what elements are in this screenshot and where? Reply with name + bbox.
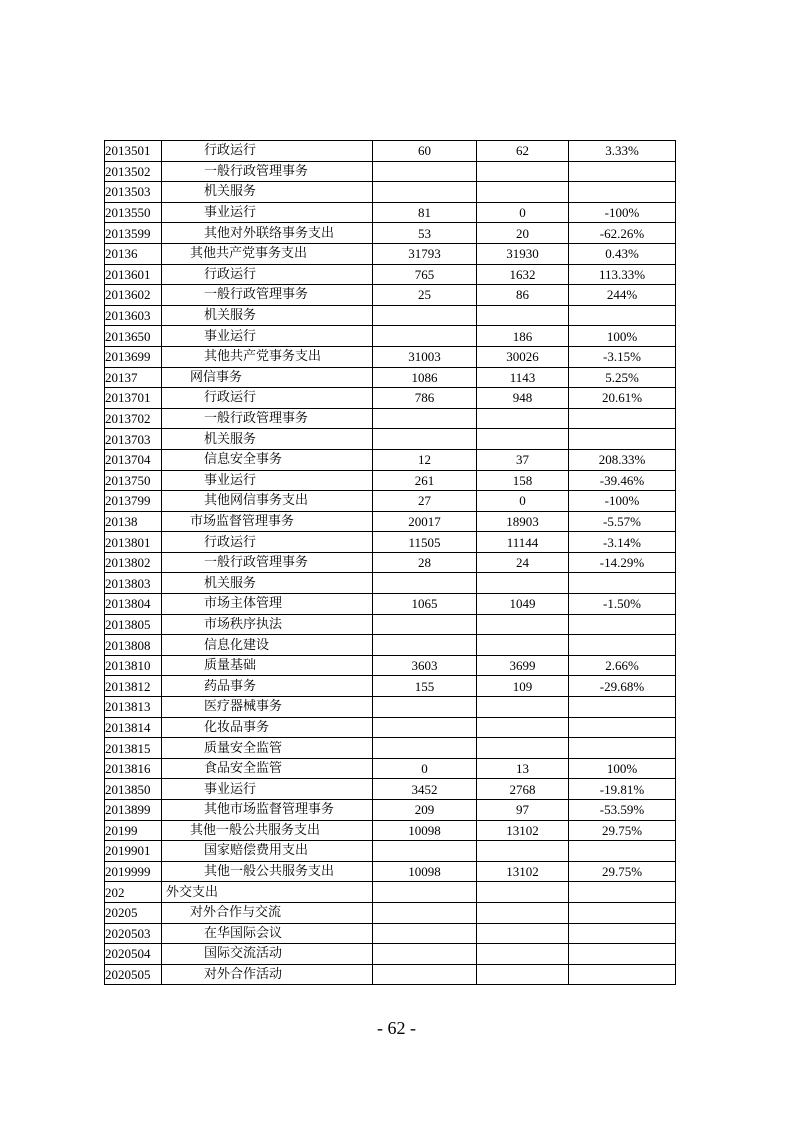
row-name: 国际交流活动 (162, 944, 373, 965)
row-code: 2013601 (105, 264, 162, 285)
row-value-prior: 31003 (373, 346, 477, 367)
row-value-current (477, 614, 569, 635)
table-row (105, 182, 676, 203)
table-row (105, 408, 676, 429)
row-code: 2019999 (105, 861, 162, 882)
table-row (105, 944, 676, 965)
row-value-current: 86 (477, 285, 569, 306)
row-change-percent: -5.57% (569, 511, 676, 532)
table-row (105, 285, 676, 306)
row-value-prior (373, 964, 477, 985)
row-code: 2013502 (105, 161, 162, 182)
row-value-current: 13102 (477, 861, 569, 882)
row-name: 质量基础 (162, 655, 373, 676)
row-name: 其他对外联络事务支出 (162, 223, 373, 244)
row-name: 信息化建设 (162, 635, 373, 656)
table-row (105, 573, 676, 594)
row-value-current (477, 944, 569, 965)
row-code: 2013805 (105, 614, 162, 635)
row-code: 2013503 (105, 182, 162, 203)
row-value-current: 158 (477, 470, 569, 491)
row-name: 行政运行 (162, 141, 373, 162)
row-value-current: 37 (477, 449, 569, 470)
row-name: 其他一般公共服务支出 (162, 820, 373, 841)
row-change-percent (569, 923, 676, 944)
row-code: 2020505 (105, 964, 162, 985)
row-value-current: 13 (477, 758, 569, 779)
row-name: 一般行政管理事务 (162, 161, 373, 182)
row-value-prior: 11505 (373, 532, 477, 553)
table-row (105, 902, 676, 923)
row-change-percent (569, 944, 676, 965)
row-name: 一般行政管理事务 (162, 552, 373, 573)
row-name: 市场秩序执法 (162, 614, 373, 635)
row-value-current: 24 (477, 552, 569, 573)
row-code: 2013803 (105, 573, 162, 594)
row-value-current (477, 841, 569, 862)
row-code: 2013599 (105, 223, 162, 244)
row-code: 20138 (105, 511, 162, 532)
row-code: 2013812 (105, 676, 162, 697)
row-change-percent (569, 635, 676, 656)
row-change-percent: -39.46% (569, 470, 676, 491)
row-value-prior: 28 (373, 552, 477, 573)
row-change-percent: 244% (569, 285, 676, 306)
row-value-current: 3699 (477, 655, 569, 676)
row-change-percent (569, 305, 676, 326)
row-code: 2013804 (105, 594, 162, 615)
row-name: 网信事务 (162, 367, 373, 388)
page-number: - 62 - (377, 1018, 416, 1038)
table-row (105, 326, 676, 347)
row-value-prior (373, 161, 477, 182)
row-value-prior: 81 (373, 202, 477, 223)
row-name: 市场主体管理 (162, 594, 373, 615)
row-name: 药品事务 (162, 676, 373, 697)
row-value-current (477, 635, 569, 656)
row-change-percent: -3.14% (569, 532, 676, 553)
table-row (105, 532, 676, 553)
row-name: 外交支出 (162, 882, 373, 903)
row-value-current (477, 902, 569, 923)
row-code: 2013816 (105, 758, 162, 779)
row-change-percent: -19.81% (569, 779, 676, 800)
row-code: 2013814 (105, 717, 162, 738)
row-value-prior: 27 (373, 491, 477, 512)
row-value-prior (373, 841, 477, 862)
row-value-current: 2768 (477, 779, 569, 800)
row-code: 2013550 (105, 202, 162, 223)
row-change-percent (569, 614, 676, 635)
row-code: 2013602 (105, 285, 162, 306)
row-change-percent: 0.43% (569, 243, 676, 264)
row-name: 一般行政管理事务 (162, 408, 373, 429)
row-code: 2013650 (105, 326, 162, 347)
row-name: 医疗器械事务 (162, 697, 373, 718)
row-value-prior (373, 717, 477, 738)
row-value-prior (373, 408, 477, 429)
budget-table (104, 140, 676, 985)
row-change-percent: -62.26% (569, 223, 676, 244)
table-row (105, 800, 676, 821)
row-change-percent: 29.75% (569, 861, 676, 882)
row-name: 在华国际会议 (162, 923, 373, 944)
table-row (105, 635, 676, 656)
row-code: 2013603 (105, 305, 162, 326)
row-value-current (477, 697, 569, 718)
row-name: 化妆品事务 (162, 717, 373, 738)
table-row (105, 141, 676, 162)
row-value-current (477, 573, 569, 594)
row-name: 一般行政管理事务 (162, 285, 373, 306)
table-row (105, 470, 676, 491)
row-value-current: 1143 (477, 367, 569, 388)
row-name: 事业运行 (162, 470, 373, 491)
row-change-percent (569, 964, 676, 985)
table-row (105, 429, 676, 450)
row-value-prior (373, 882, 477, 903)
row-value-prior (373, 923, 477, 944)
row-code: 2013850 (105, 779, 162, 800)
table-row (105, 491, 676, 512)
row-value-current: 13102 (477, 820, 569, 841)
row-change-percent: 20.61% (569, 388, 676, 409)
row-change-percent (569, 573, 676, 594)
table-row (105, 676, 676, 697)
row-value-current: 18903 (477, 511, 569, 532)
row-value-prior: 209 (373, 800, 477, 821)
row-code: 2013810 (105, 655, 162, 676)
table-row (105, 820, 676, 841)
row-name: 机关服务 (162, 182, 373, 203)
row-code: 2020503 (105, 923, 162, 944)
row-change-percent: 100% (569, 758, 676, 779)
row-value-prior (373, 738, 477, 759)
row-value-prior (373, 305, 477, 326)
row-value-prior: 60 (373, 141, 477, 162)
row-change-percent: -53.59% (569, 800, 676, 821)
row-value-prior (373, 635, 477, 656)
row-name: 质量安全监管 (162, 738, 373, 759)
row-value-current (477, 182, 569, 203)
row-code: 20137 (105, 367, 162, 388)
row-value-prior: 31793 (373, 243, 477, 264)
row-value-current: 31930 (477, 243, 569, 264)
row-code: 2013501 (105, 141, 162, 162)
row-name: 行政运行 (162, 388, 373, 409)
row-change-percent: 100% (569, 326, 676, 347)
row-code: 20136 (105, 243, 162, 264)
row-value-prior (373, 902, 477, 923)
row-code: 2020504 (105, 944, 162, 965)
row-name: 其他一般公共服务支出 (162, 861, 373, 882)
row-name: 对外合作活动 (162, 964, 373, 985)
row-code: 202 (105, 882, 162, 903)
row-change-percent: 113.33% (569, 264, 676, 285)
row-change-percent: -3.15% (569, 346, 676, 367)
row-value-prior (373, 614, 477, 635)
table-row (105, 717, 676, 738)
row-value-current: 1632 (477, 264, 569, 285)
row-value-current (477, 429, 569, 450)
row-code: 2013799 (105, 491, 162, 512)
row-name: 国家赔偿费用支出 (162, 841, 373, 862)
row-value-current (477, 161, 569, 182)
table-row (105, 655, 676, 676)
table-row (105, 223, 676, 244)
row-value-prior: 53 (373, 223, 477, 244)
table-row (105, 594, 676, 615)
row-value-prior (373, 182, 477, 203)
row-value-current: 1049 (477, 594, 569, 615)
row-change-percent (569, 841, 676, 862)
row-name: 其他市场监督管理事务 (162, 800, 373, 821)
table-row (105, 841, 676, 862)
row-value-prior (373, 429, 477, 450)
table-row (105, 552, 676, 573)
table-body (105, 141, 676, 985)
row-code: 2013813 (105, 697, 162, 718)
row-value-current: 20 (477, 223, 569, 244)
table-row (105, 243, 676, 264)
row-code: 2019901 (105, 841, 162, 862)
row-code: 2013808 (105, 635, 162, 656)
table-row (105, 697, 676, 718)
table-row (105, 264, 676, 285)
table-row (105, 202, 676, 223)
table-row (105, 738, 676, 759)
row-value-current: 948 (477, 388, 569, 409)
row-value-current (477, 964, 569, 985)
row-value-current: 11144 (477, 532, 569, 553)
row-name: 行政运行 (162, 532, 373, 553)
row-value-prior: 786 (373, 388, 477, 409)
row-value-prior: 765 (373, 264, 477, 285)
row-name: 对外合作与交流 (162, 902, 373, 923)
row-name: 市场监督管理事务 (162, 511, 373, 532)
row-value-prior: 12 (373, 449, 477, 470)
row-value-prior: 3603 (373, 655, 477, 676)
row-value-current (477, 738, 569, 759)
row-code: 2013801 (105, 532, 162, 553)
row-change-percent: -100% (569, 202, 676, 223)
table-row (105, 161, 676, 182)
table-row (105, 388, 676, 409)
row-change-percent: -14.29% (569, 552, 676, 573)
row-change-percent (569, 902, 676, 923)
row-value-prior: 10098 (373, 861, 477, 882)
row-change-percent (569, 161, 676, 182)
row-code: 2013703 (105, 429, 162, 450)
row-name: 食品安全监管 (162, 758, 373, 779)
row-change-percent (569, 882, 676, 903)
row-value-current: 186 (477, 326, 569, 347)
row-value-current (477, 408, 569, 429)
row-name: 行政运行 (162, 264, 373, 285)
row-value-current (477, 882, 569, 903)
table-row (105, 367, 676, 388)
row-change-percent: -29.68% (569, 676, 676, 697)
row-value-current: 0 (477, 202, 569, 223)
row-value-prior (373, 697, 477, 718)
table-row (105, 614, 676, 635)
row-code: 2013815 (105, 738, 162, 759)
row-change-percent: -1.50% (569, 594, 676, 615)
row-change-percent (569, 429, 676, 450)
row-value-prior: 25 (373, 285, 477, 306)
table-row (105, 346, 676, 367)
row-name: 事业运行 (162, 202, 373, 223)
row-name: 机关服务 (162, 573, 373, 594)
row-code: 2013704 (105, 449, 162, 470)
table-row (105, 964, 676, 985)
row-value-prior (373, 326, 477, 347)
row-value-current: 0 (477, 491, 569, 512)
row-value-prior: 20017 (373, 511, 477, 532)
row-name: 事业运行 (162, 326, 373, 347)
row-change-percent: 5.25% (569, 367, 676, 388)
table-row (105, 511, 676, 532)
row-change-percent (569, 738, 676, 759)
table-row (105, 779, 676, 800)
row-code: 2013750 (105, 470, 162, 491)
row-change-percent: -100% (569, 491, 676, 512)
row-name: 事业运行 (162, 779, 373, 800)
row-name: 机关服务 (162, 305, 373, 326)
table-row (105, 758, 676, 779)
row-value-current (477, 305, 569, 326)
row-name: 机关服务 (162, 429, 373, 450)
row-value-current: 109 (477, 676, 569, 697)
table-row (105, 449, 676, 470)
row-value-prior: 1065 (373, 594, 477, 615)
row-name: 其他共产党事务支出 (162, 243, 373, 264)
row-name: 其他网信事务支出 (162, 491, 373, 512)
table-row (105, 882, 676, 903)
row-change-percent: 3.33% (569, 141, 676, 162)
table-row (105, 305, 676, 326)
row-value-current (477, 717, 569, 738)
row-change-percent (569, 697, 676, 718)
row-value-prior (373, 944, 477, 965)
row-value-prior: 261 (373, 470, 477, 491)
table-row (105, 923, 676, 944)
row-value-prior: 1086 (373, 367, 477, 388)
row-value-current: 62 (477, 141, 569, 162)
row-name: 其他共产党事务支出 (162, 346, 373, 367)
row-value-prior: 3452 (373, 779, 477, 800)
row-code: 2013899 (105, 800, 162, 821)
row-change-percent: 29.75% (569, 820, 676, 841)
row-name: 信息安全事务 (162, 449, 373, 470)
row-code: 20199 (105, 820, 162, 841)
row-value-current (477, 923, 569, 944)
row-value-prior: 155 (373, 676, 477, 697)
row-change-percent: 208.33% (569, 449, 676, 470)
row-change-percent (569, 408, 676, 429)
row-code: 20205 (105, 902, 162, 923)
row-value-prior (373, 573, 477, 594)
row-code: 2013701 (105, 388, 162, 409)
row-value-prior: 0 (373, 758, 477, 779)
row-code: 2013699 (105, 346, 162, 367)
row-change-percent: 2.66% (569, 655, 676, 676)
row-value-current: 30026 (477, 346, 569, 367)
table-row (105, 861, 676, 882)
row-value-current: 97 (477, 800, 569, 821)
row-code: 2013702 (105, 408, 162, 429)
row-change-percent (569, 182, 676, 203)
row-code: 2013802 (105, 552, 162, 573)
row-change-percent (569, 717, 676, 738)
row-value-prior: 10098 (373, 820, 477, 841)
